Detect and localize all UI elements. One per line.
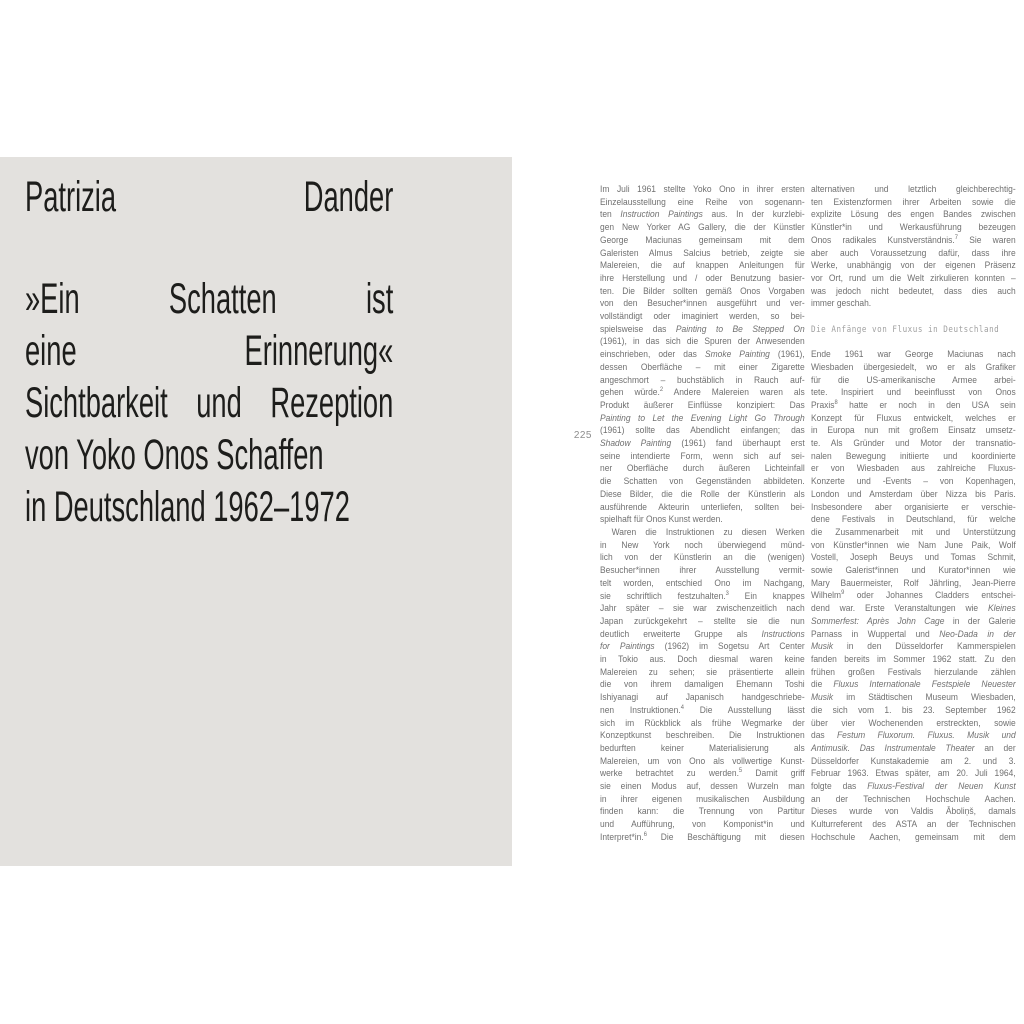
text-line: ausführende Akteurin unterliefen, sollten bei- xyxy=(600,501,805,513)
text-line: frühen großen Festivals hierzulande zählen xyxy=(811,666,1016,678)
text-line: (1961), in das sich die Spuren der Anwesenden xyxy=(600,336,805,348)
text-line: Antimusik. Das Instrumentale Theater an der xyxy=(811,742,1016,754)
text-line: einschrieben, oder das Smoke Painting (1961), xyxy=(600,349,805,361)
text-line: aber auch Voraussetzung dafür, dass ihre xyxy=(811,247,1016,259)
text-line: deutlich erweiterte Gruppe als Instructions xyxy=(600,628,805,640)
text-line: ner Oberfläche durch äußeren Lichteinfall xyxy=(600,463,805,475)
text-line: nen Instruktionen.$^4$ Die Ausstellung lässt xyxy=(600,703,805,716)
text-line: für die US-amerikanische Armee arbei- xyxy=(811,374,1016,386)
text-line: die von ihrem damaligen Ehemann Toshi xyxy=(600,679,805,691)
text-line: Diese Bilder, die die Rolle der Künstlerin als xyxy=(600,488,805,500)
text-line: explizite Lösung des engen Bandes zwischen xyxy=(811,209,1016,221)
text-line: Konzeptkunst beschreiben. Die Instruktionen xyxy=(600,730,805,742)
title-line: Patrizia Dander xyxy=(25,173,394,221)
text-line: Hochschule Aachen, gemeinsam mit dem xyxy=(811,831,1016,843)
title-line: in Deutschland 1962–1972 xyxy=(25,483,350,531)
text-line: ten. Die Bilder sollten gemäß Onos Vorgaben xyxy=(600,285,805,297)
text-line: die sich vom 1. bis 23. September 1962 xyxy=(811,704,1016,716)
text-line: sich im Rückblick als frühe Wegmarke der xyxy=(600,717,805,729)
text-line: die Zusammenarbeit mit und Unterstützung xyxy=(811,526,1016,538)
text-line: Wilhelm$^9$ oder Johannes Cladders entschei- xyxy=(811,589,1016,602)
text-column-2 xyxy=(811,184,1016,845)
title-line: »Ein Schatten ist xyxy=(25,275,394,323)
text-line: Kulturreferent des ASTA an der Technischen xyxy=(811,819,1016,831)
text-line: te. Als Gründer und Motor der transnatio- xyxy=(811,438,1016,450)
text-line: spielhaft für Onos Kunst werden. xyxy=(600,514,723,526)
text-line: Musik im Städtischen Museum Wiesbaden, xyxy=(811,692,1016,704)
text-line: Februar 1963. Etwas später, am 20. Juli 1964, xyxy=(811,768,1016,780)
text-line: Vostell, Joseph Beuys und Tomas Schmit, xyxy=(811,552,1016,564)
text-line: Ende 1961 war George Maciunas nach xyxy=(811,349,1016,361)
text-line: finden kann: die Trennung von Partitur xyxy=(600,806,805,818)
text-line: Parnass in Wuppertal und Neo-Dada in der xyxy=(811,628,1016,640)
text-line: George Maciunas gemeinsam mit dem xyxy=(600,234,805,246)
text-line: gen New Yorker AG Gallery, die der Künstler xyxy=(600,222,805,234)
text-line: Düsseldorfer Kunstakademie am 2. und 3. xyxy=(811,755,1016,767)
text-line: das Festum Fluxorum. Fluxus. Musik und xyxy=(811,730,1016,742)
text-line: fanden bereits im Sommer 1962 statt. Zu den xyxy=(811,653,1016,665)
text-line: in Europa nun mit großem Einsatz umsetz- xyxy=(811,425,1016,437)
text-line: Konzept für Fluxus entwickelt, welches er xyxy=(811,412,1016,424)
title-line: von Yoko Onos Schaffen xyxy=(25,431,324,479)
text-line: die Schatten von Gegenständen abbildeten. xyxy=(600,476,805,488)
text-line: ten Existenzformen ihrer Arbeiten sowie die xyxy=(811,196,1016,208)
text-line: Einzelausstellung eine Reihe von sogenann- xyxy=(600,196,805,208)
text-line: Malereien, um von Ono als vollwertige Kunst- xyxy=(600,755,805,767)
text-line: Interpret*in.$^6$ Die Beschäftigung mit diesen xyxy=(600,830,805,843)
text-line: dessen Oberfläche – mit einer Zigarette xyxy=(600,361,805,373)
text-line: Konzerte und -Events – von Kopenhagen, xyxy=(811,476,1016,488)
text-column-1 xyxy=(600,184,805,845)
text-line: spielsweise das Painting to Be Stepped On xyxy=(600,323,805,335)
text-line: sie einen Modus auf, dessen Wurzeln man xyxy=(600,781,805,793)
text-line: gehen würde.$^2$ Andere Malereien waren als xyxy=(600,386,805,399)
text-line: folgte das Fluxus-Festival der Neuen Kunst xyxy=(811,781,1016,793)
text-line: bedurften keiner Materialisierung als xyxy=(600,742,805,754)
spacer xyxy=(25,223,393,273)
text-line: von den Besucher*innen ausgeführt und ver- xyxy=(600,298,805,310)
text-line: Japan zurückgekehrt – stellte sie die nun xyxy=(600,615,805,627)
text-line: Praxis$^8$ hatte er noch in den USA sein xyxy=(811,398,1016,411)
text-line: über vier Wochenenden erstreckten, sowie xyxy=(811,717,1016,729)
text-line: nalen Bewegung initiierte und koordinierte xyxy=(811,450,1016,462)
text-line: Produkt äußerer Einflüsse konzipiert: Das xyxy=(600,399,805,411)
text-line: alternativen und letztlich gleichberechtig- xyxy=(811,184,1016,195)
text-line: telt worden, entschied Ono im Nachgang, xyxy=(600,577,805,589)
text-line: Künstler*in und Werkausführung bezeugen xyxy=(811,222,1016,234)
text-line: sowie Galerist*innen und Kurator*innen wie xyxy=(811,565,1016,577)
text-line: Musik in den Düsseldorfer Kammerspielen xyxy=(811,641,1016,653)
section-heading: Die Anfänge von Fluxus in Deutschland xyxy=(811,324,1000,335)
text-line: von Künstler*innen wie Nam June Paik, Wolf xyxy=(811,539,1016,551)
text-line: lich von der Künstlerin an die (wenigen) xyxy=(600,552,805,564)
text-line: werke betrachtet zu werden.$^5$ Damit griff xyxy=(600,767,805,780)
text-line: und Aufführung, von Komponist*in und xyxy=(600,819,805,831)
left-title-page xyxy=(0,157,512,866)
text-line: (1961) sollte das Abendlicht einfangen; das xyxy=(600,425,805,437)
spacer xyxy=(811,336,1016,349)
text-line: Shadow Painting (1961) fand überhaupt erst xyxy=(600,438,805,450)
essay-title-block xyxy=(25,171,393,533)
text-line: sie schriftlich festzuhalten.$^3$ Ein knappes xyxy=(600,589,805,602)
text-line: die Fluxus Internationale Festspiele Neuester xyxy=(811,679,1016,691)
text-line: Painting to Let the Evening Light Go Through xyxy=(600,412,805,424)
text-line: immer geschah. xyxy=(811,298,872,310)
text-line: dend war. Erste Veranstaltungen wie Kleines xyxy=(811,603,1016,615)
text-line: Galeristen Almus Salcius betrieb, zeigte sie xyxy=(600,247,805,259)
title-line: Sichtbarkeit und Rezeption xyxy=(25,379,394,427)
text-line: Sommerfest: Après John Cage in der Galerie xyxy=(811,615,1016,627)
text-line: Ishiyanagi auf Japanisch handgeschriebe- xyxy=(600,692,805,704)
text-line: in ihrer eigenen musikalischen Ausbildung xyxy=(600,793,805,805)
text-line: an der Technischen Hochschule Aachen. xyxy=(811,793,1016,805)
text-line: vollständigt oder imaginiert werden, so bei- xyxy=(600,311,805,323)
text-line: tete. Inspiriert und beeinflusst von Onos xyxy=(811,387,1016,399)
text-line: was jedoch nicht bedeutet, dass dies auch xyxy=(811,285,1016,297)
text-line: ten Instruction Paintings aus. In der kurzlebi- xyxy=(600,209,805,221)
text-line: in New York noch überwiegend münd- xyxy=(600,539,805,551)
text-line: Malereien, die auf knappen Anleitungen für xyxy=(600,260,805,272)
spacer xyxy=(811,311,1016,324)
text-line: Wiesbaden übergesiedelt, wo er als Grafiker xyxy=(811,361,1016,373)
text-line: for Paintings (1962) im Sogetsu Art Center xyxy=(600,641,805,653)
text-line: Malereien zu sehen; sie präsentierte allein xyxy=(600,666,805,678)
text-line: ihre Herstellung und / oder Benutzung basier- xyxy=(600,272,805,284)
text-line: Mary Bauermeister, Rolf Jährling, Jean-Pierre xyxy=(811,577,1016,589)
title-line: eine Erinnerung« xyxy=(25,327,394,375)
text-line: angeschmort – buchstäblich in Rauch auf- xyxy=(600,374,805,386)
text-line: Dieses wurde von Valdis Āboliņš, damals xyxy=(811,806,1016,818)
text-line: Onos radikales Kunstverständnis.$^7$ Sie waren xyxy=(811,233,1016,246)
text-line: Waren die Instruktionen zu diesen Werken xyxy=(611,526,805,538)
text-line: seine intendierte Form, wenn sich auf sei- xyxy=(600,450,805,462)
text-line: er von Wiesbaden aus zahlreiche Fluxus- xyxy=(811,463,1016,475)
text-line: London und Amsterdam über Nizza bis Paris. xyxy=(811,488,1016,500)
text-line: Insbesondere aber organisierte er verschie- xyxy=(811,501,1016,513)
text-line: Im Juli 1961 stellte Yoko Ono in ihrer ersten xyxy=(600,184,805,195)
text-line: vor Ort, rund um die Welt zirkulieren konnten – xyxy=(811,272,1016,284)
text-line: dene Festivals in Deutschland, für welche xyxy=(811,514,1016,526)
text-line: Werke, unabhängig von der eigenen Präsenz xyxy=(811,260,1016,272)
page-number: 225 xyxy=(573,430,592,441)
text-line: Jahr später – sie war zwischenzeitlich nach xyxy=(600,603,805,615)
text-line: in Tokio aus. Doch diesmal waren keine xyxy=(600,654,805,666)
text-line: Besucher*innen ihrer Ausstellung vermit- xyxy=(600,565,805,577)
